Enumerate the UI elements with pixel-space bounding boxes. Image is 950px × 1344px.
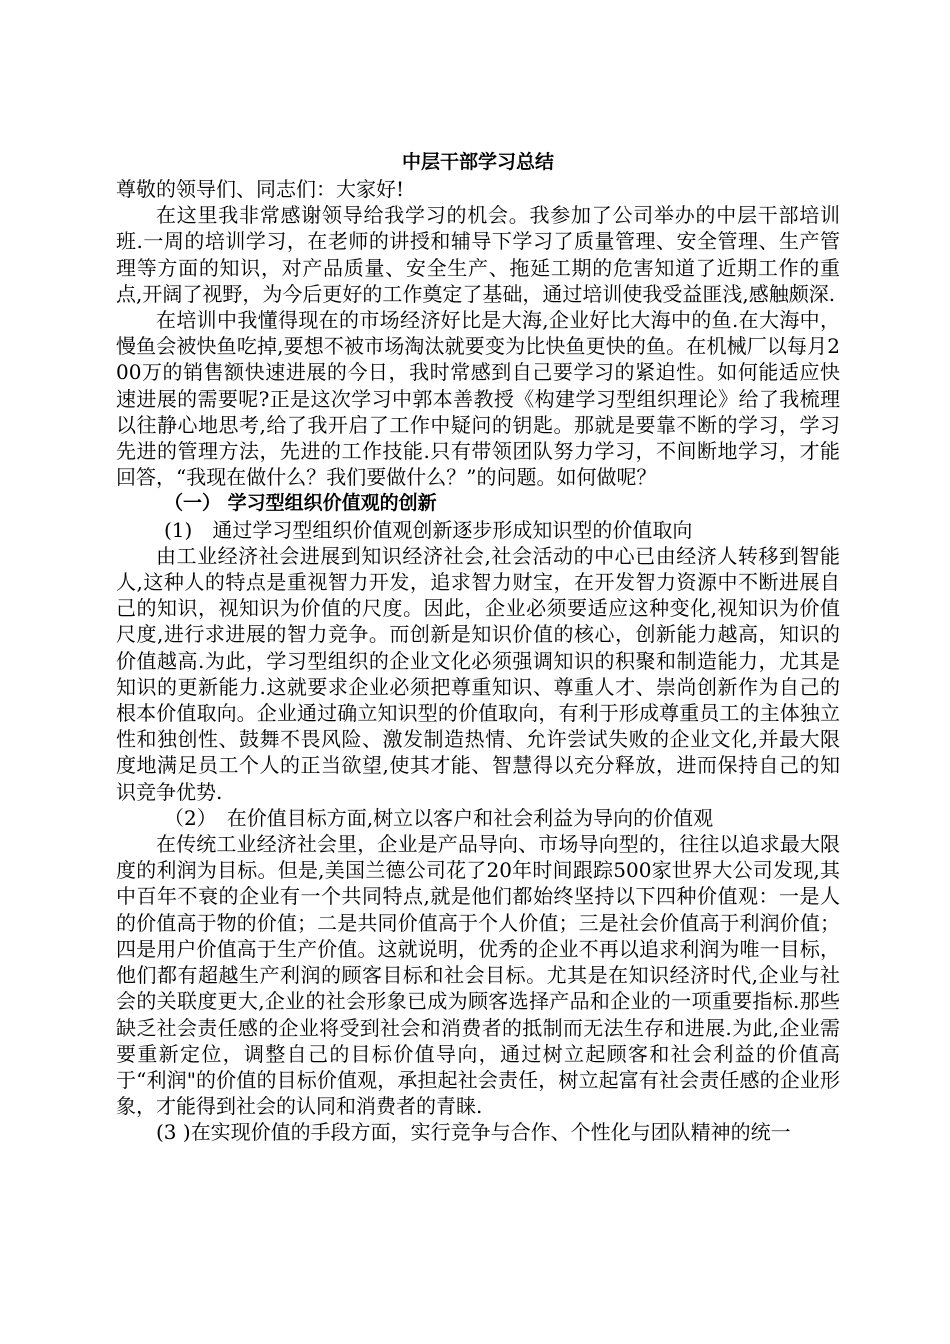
paragraph-sub2: 在传统工业经济社会里，企业是产品导向、市场导向型的，往往以追求最大限度的利润为目标。但是,美国兰德公司花了20年时间跟踪500家世界大公司发现,其中百年不衰的企业有一个共同特点,就是他们都始终坚持以下四种价值观：一是人的价值高于物的价值；二是共同价值高于个人价值；三是社会价值高于利润价值；四是用户价值高于生产价值。这就说明，优秀的企业不再以追求利润为唯一目标，他们都有超越生产利润的顾客目标和社会目标。尤其是在知识经济时代,企业与社会的关联度更大,企业的社会形象已成为顾客选择产品和企业的一项重要指标.那些缺乏社会责任感的企业将受到社会和消费者的抵制而无法生存和进展.为此,企业需要重新定位，调整自己的目标价值导向，通过树立起顾客和社会利益的价值高于“利润"的价值的目标价值观，承担起社会责任，树立起富有社会责任感的企业形象，才能得到社会的认同和消费者的青睐. xyxy=(116,832,840,1119)
paragraph-sub1: 由工业经济社会进展到知识经济社会,社会活动的中心已由经济人转移到智能人,这种人的特点是重视智力开发，追求智力财宝，在开发智力资源中不断进展自己的知识，视知识为价值的尺度。因此，企业必须要适应这种变化,视知识为价值尺度,进行求进展的智力竞争。而创新是知识价值的核心，创新能力越高，知识的价值越高.为此，学习型组织的企业文化必须强调知识的积聚和制造能力，尤其是知识的更新能力.这就要求企业必须把尊重知识、尊重人才、崇尚创新作为自己的根本价值取向。企业通过确立知识型的价值取向，有利于形成尊重员工的主体独立性和独创性、鼓舞不畏风险、激发制造热情、允许尝试失败的企业文化,并最大限度地满足员工个人的正当欲望,使其才能、智慧得以充分释放，进而保持自己的知识竞争优势. xyxy=(116,543,840,804)
subheading-1: (1) 通过学习型组织价值观创新逐步形成知识型的价值取向 xyxy=(164,517,693,542)
section-heading: （一） 学习型组织价值观的创新 xyxy=(164,492,437,515)
document-title: 中层干部学习总结 xyxy=(401,151,554,173)
subheading-3: (3 )在实现价值的手段方面，实行竞争与合作、个性化与团队精神的统一 xyxy=(156,1120,791,1145)
greeting: 尊敬的领导们、同志们：大家好! xyxy=(116,177,405,201)
document-page xyxy=(116,148,840,1146)
paragraph-intro: 在这里我非常感谢领导给我学习的机会。我参加了公司举办的中层干部培训班.一周的培训学习，在老师的讲授和辅导下学习了质量管理、安全管理、生产管理等方面的知识，对产品质量、安全生产、拖延工期的危害知道了近期工作的重点,开阔了视野，为今后更好的工作奠定了基础，通过培训使我受益匪浅,感触颇深. xyxy=(116,203,840,306)
subheading-2: （2） 在价值目标方面,树立以客户和社会利益为导向的价值观 xyxy=(164,805,714,830)
paragraph-market: 在培训中我懂得现在的市场经济好比是大海,企业好比大海中的鱼.在大海中，慢鱼会被快鱼吃掉,要想不被市场淘汰就要变为比快鱼更快的鱼。在机械厂以每月200万的销售额快速进展的今日，我时常感到自己要学习的紧迫性。如何能适应快速进展的需要呢?正是这次学习中郭本善教授《构建学习型组织理论》给了我梳理以往静心地思考,给了我开启了工作中疑问的钥匙。那就是要靠不断的学习，学习先进的管理方法，先进的工作技能.只有带领团队努力学习，不间断地学习，才能回答，“我现在做什么？我们要做什么？”的问题。如何做呢？ xyxy=(116,308,840,490)
